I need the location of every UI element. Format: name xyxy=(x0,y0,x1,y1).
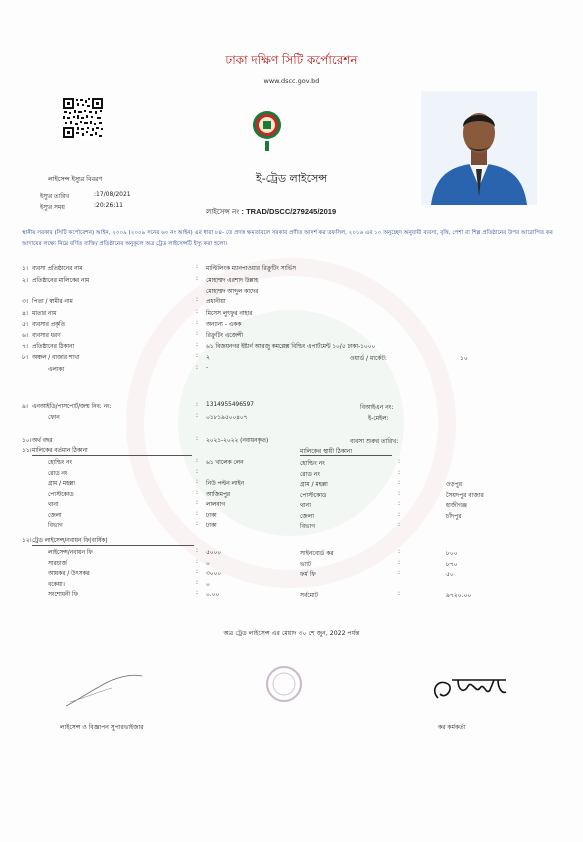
fee-right-label: সাইনবোর্ড কর xyxy=(300,550,334,557)
fee-label: সারচার্জ xyxy=(48,560,67,567)
phone-label: ফোন xyxy=(48,415,60,421)
fee-right-value: ৯৭২০.০০ xyxy=(446,592,472,599)
fee-label: আয়কর / উৎসকর xyxy=(48,571,90,577)
field-label: পিতা / স্বামীর নাম xyxy=(32,299,73,305)
tax-officer-sign-label: কর কর্মকর্তা xyxy=(438,724,466,731)
address-label: রোড নং xyxy=(48,470,68,477)
field-num: ৫। xyxy=(22,322,28,328)
fee-right-value: ৫০ xyxy=(446,571,454,578)
issue-date-value: :17/08/2021 xyxy=(94,191,131,198)
field-num: ৭। xyxy=(22,344,28,350)
address-label: পোস্টকোড xyxy=(48,491,74,498)
license-number-label: লাইসেন্স নং xyxy=(206,208,240,216)
issue-time-value: :20:26:11 xyxy=(94,202,123,209)
colon: : xyxy=(196,309,198,315)
supervisor-signature-icon xyxy=(64,672,144,710)
area-value: - xyxy=(206,365,209,371)
permanent-address-label: হোল্ডিং নং xyxy=(300,460,325,467)
colon: : xyxy=(196,353,198,359)
fee-label: সংশোধনী ফি xyxy=(48,592,78,598)
fee-label: লাইসেন্স/নবায়ন ফি xyxy=(48,550,93,556)
address-label: গ্রাম / মহল্লা xyxy=(48,481,75,487)
fee-right-label: ফর্ম ফি xyxy=(300,571,316,578)
org-title: ঢাকা দক্ষিণ সিটি কর্পোরেশন xyxy=(225,53,358,67)
field-label: ব্যবসার ধরণ xyxy=(32,333,61,339)
bin-label: বিআইএন নং: xyxy=(360,404,394,411)
permanent-address-label: রোড নং xyxy=(300,470,320,478)
license-number-value: : TRAD/DSCC/279245/2019 xyxy=(241,207,337,216)
address-value: ৬১ খালেক লেন xyxy=(206,460,244,466)
field-label: মাতার নাম xyxy=(32,311,57,317)
email-label: ই-মেইল: xyxy=(368,415,389,422)
colon: : xyxy=(398,489,401,497)
colon: : xyxy=(196,590,198,596)
colon: : xyxy=(196,468,198,475)
fiscal-label: অর্থ বছর xyxy=(32,438,53,444)
permanent-address-label: গ্রাম / মহল্লা xyxy=(300,481,328,488)
colon: : xyxy=(398,548,401,555)
divider xyxy=(32,545,194,546)
field-value: ৬১ বিজয়নগর ইষ্টার্ন আরজু কমপ্লেক্স বিল্ডিং এপার্টমেন্ট ১০/৫ ঢাকা-১০০০ xyxy=(206,344,376,350)
colon: : xyxy=(196,320,198,326)
validity-text: অত্র ট্রেড লাইসেন্স এর মেয়াদ ৩০ শে জুন, 2022 পর্যন্ত xyxy=(223,630,360,637)
nid-label: এনআইডি/পাসপোর্ট/জন্ম নিব: নং: xyxy=(32,404,112,410)
colon: : xyxy=(196,365,198,371)
issue-heading: লাইসেন্স ইস্যুর বিবরণ xyxy=(48,176,103,183)
colon: : xyxy=(196,297,198,303)
issue-date-label: ইস্যুর তারিখ xyxy=(40,193,70,200)
colon: : xyxy=(398,521,401,528)
supervisor-sign-label: লাইসেন্স ও বিজ্ঞাপন সুপারভাইজার xyxy=(60,724,144,731)
fees-heading: ট্রেড লাইসেন্স/নবায়ন ফি(বার্ষিক) xyxy=(32,538,108,544)
colon: : xyxy=(398,468,401,476)
colon: : xyxy=(398,569,401,576)
colon: : xyxy=(398,510,401,518)
colon: : xyxy=(196,548,198,554)
fee-right-value: ৮০০ xyxy=(446,550,458,557)
fiscal-value: ২০২১-২০২২ (নবায়নকৃত) xyxy=(206,438,269,444)
colon: : xyxy=(196,402,198,408)
area-label: এলাকা xyxy=(48,367,65,373)
zone-num: ৮। xyxy=(22,355,28,361)
colon: : xyxy=(196,413,198,419)
fee-value: ০ xyxy=(206,581,210,588)
colon: : xyxy=(196,436,198,442)
colon: : xyxy=(196,479,198,485)
fee-value: ০.০০ xyxy=(206,592,220,598)
qr-code xyxy=(62,97,104,139)
fees-num: ১২। xyxy=(22,538,32,544)
colon: : xyxy=(196,342,198,348)
permanent-address-label: থানা xyxy=(300,502,311,509)
colon: : xyxy=(196,489,198,496)
phone-value: ০১৮১৯৫০০৪০৭ xyxy=(206,415,248,421)
fee-value: ০ xyxy=(206,560,210,567)
colon: : xyxy=(196,558,198,565)
office-stamp-icon xyxy=(264,664,304,704)
field-num: ৪। xyxy=(22,311,28,317)
address-value: লালবাগ xyxy=(206,502,226,508)
zone-value: ২ xyxy=(206,355,210,361)
fee-right-value: ৮৭০ xyxy=(446,560,458,568)
divider xyxy=(32,455,192,456)
field-num: ৬। xyxy=(22,333,28,339)
permanent-address-value: ওড়পুর xyxy=(446,481,463,488)
business-start-label: ব্যবসা শুরুর তারিখ: xyxy=(350,438,399,445)
fee-label: বকেয়া। xyxy=(48,581,65,588)
field-label: প্রতিষ্ঠানের ঠিকানা xyxy=(32,344,75,350)
fee-right-label: ভ্যাট xyxy=(300,560,312,568)
field-num: ৩। xyxy=(22,299,28,305)
field-value: রিক্রুটিং এজেন্সী xyxy=(206,333,243,339)
field-value: মোহাম্মদ এরশাদ উল্লাহ xyxy=(206,278,259,284)
ward-value: ১০ xyxy=(460,355,468,362)
permanent-address-label: বিভাগ xyxy=(300,523,316,530)
permanent-address-value: সৈয়দপুর বাজার xyxy=(446,491,484,499)
colon: : xyxy=(196,458,198,464)
permanent-address-label: পোস্টকোড xyxy=(300,491,327,499)
field-value: প্রধানীয়া xyxy=(206,299,226,305)
address-label: জেলা xyxy=(48,512,62,519)
dscc-seal-icon xyxy=(252,107,282,153)
colon: : xyxy=(196,521,198,527)
colon: : xyxy=(398,558,401,566)
colon: : xyxy=(398,500,401,507)
website: www.dscc.gov.bd xyxy=(263,77,320,85)
license-number-line xyxy=(206,206,336,218)
colon: : xyxy=(196,264,198,270)
intro-paragraph: স্থানীয় সরকার (সিটি কর্পোরেশন) আইন, ২০০৯ (২০০৯ সনের ৬০ নং আইন) এর ধারা ৮৪- তে প্রদত্ত ক্ষমতাবলে সরকার প্রণীত আদর্শ কর তফসিল, ২০১৬ এর ১০ অনুচ্ছেদ অনুযায়ী ব্যবসা, বৃত্তি, পেশা বা শিল্প প্রতিষ্ঠানের উপর আরোপিত কর আদায়ের লক্ষ্যে নিম্নে বর্ণিত ব্যক্তি/ প্রতিষ্ঠানের অনুকূলে অত্র ট্রেড লাইসেন্সটি ইস্যু করা হলো। xyxy=(22,230,553,247)
current-address-heading: মালিকের বর্তমান ঠিকানা xyxy=(32,448,88,454)
colon: : xyxy=(196,331,198,337)
permanent-address-value: চাঁদপুর xyxy=(446,512,462,520)
qr-code-icon xyxy=(62,97,104,139)
permanent-address-label: জেলা xyxy=(300,512,315,520)
colon: : xyxy=(398,590,401,597)
colon: : xyxy=(196,276,198,282)
address-label: থানা xyxy=(48,502,59,508)
field-label: ব্যবসার প্রকৃতি xyxy=(32,322,66,328)
tax-officer-signature-icon xyxy=(428,672,510,708)
address-label: হোল্ডিং নং xyxy=(48,460,73,466)
field-label: ব্যবসা প্রতিষ্ঠানের নাম xyxy=(32,266,83,272)
nid-num: ৯। xyxy=(22,404,28,410)
fee-value: ৩০০০ xyxy=(206,571,222,577)
colon: : xyxy=(398,479,401,486)
colon: : xyxy=(398,458,401,465)
address-value: ঢাকা xyxy=(206,523,217,529)
divider xyxy=(300,455,392,456)
colon: : xyxy=(196,569,198,575)
address-value: নিউ পল্টন লাইন xyxy=(206,481,244,487)
field-value: মোহাম্মদ আব্দুল কাদের xyxy=(206,289,259,295)
permanent-address-value: হাজীগঞ্জ xyxy=(446,502,468,509)
fee-value: ৫০০০ xyxy=(206,550,222,556)
field-num: ১। xyxy=(22,266,28,272)
document-title: ই-ট্রেড লাইসেন্স xyxy=(255,172,327,185)
field-value: মাল্টিলিংক ম্যানপাওয়ার রিক্রুটিং সার্ভিস xyxy=(206,266,296,272)
fee-right-label: সর্বমোট xyxy=(300,592,319,599)
field-label: প্রতিষ্ঠানের মালিকের নাম xyxy=(32,278,90,284)
address-label: বিভাগ xyxy=(48,523,63,529)
field-value: মিসেস লুৎফুর নাহার xyxy=(206,311,253,317)
colon: : xyxy=(196,579,198,586)
field-value: অন্যান্য - একক xyxy=(206,322,242,328)
zone-label: অঞ্চল / বাজার শাখা xyxy=(32,355,80,361)
fiscal-num: ১০। xyxy=(22,438,32,444)
permanent-address-heading: মালিকের স্থায়ী ঠিকানা xyxy=(300,448,353,455)
address-value: আজিমপুর xyxy=(206,491,230,498)
colon: : xyxy=(196,510,198,517)
address-num: ১১। xyxy=(22,448,32,454)
field-num: ২। xyxy=(22,278,28,284)
colon: : xyxy=(196,500,198,506)
address-value: ঢাকা xyxy=(206,512,217,519)
nid-value: 1314955496597 xyxy=(206,402,254,408)
ward-label: ওয়ার্ড / মার্কেট: xyxy=(350,355,387,362)
issue-time-label: ইস্যুর সময় xyxy=(40,204,65,211)
